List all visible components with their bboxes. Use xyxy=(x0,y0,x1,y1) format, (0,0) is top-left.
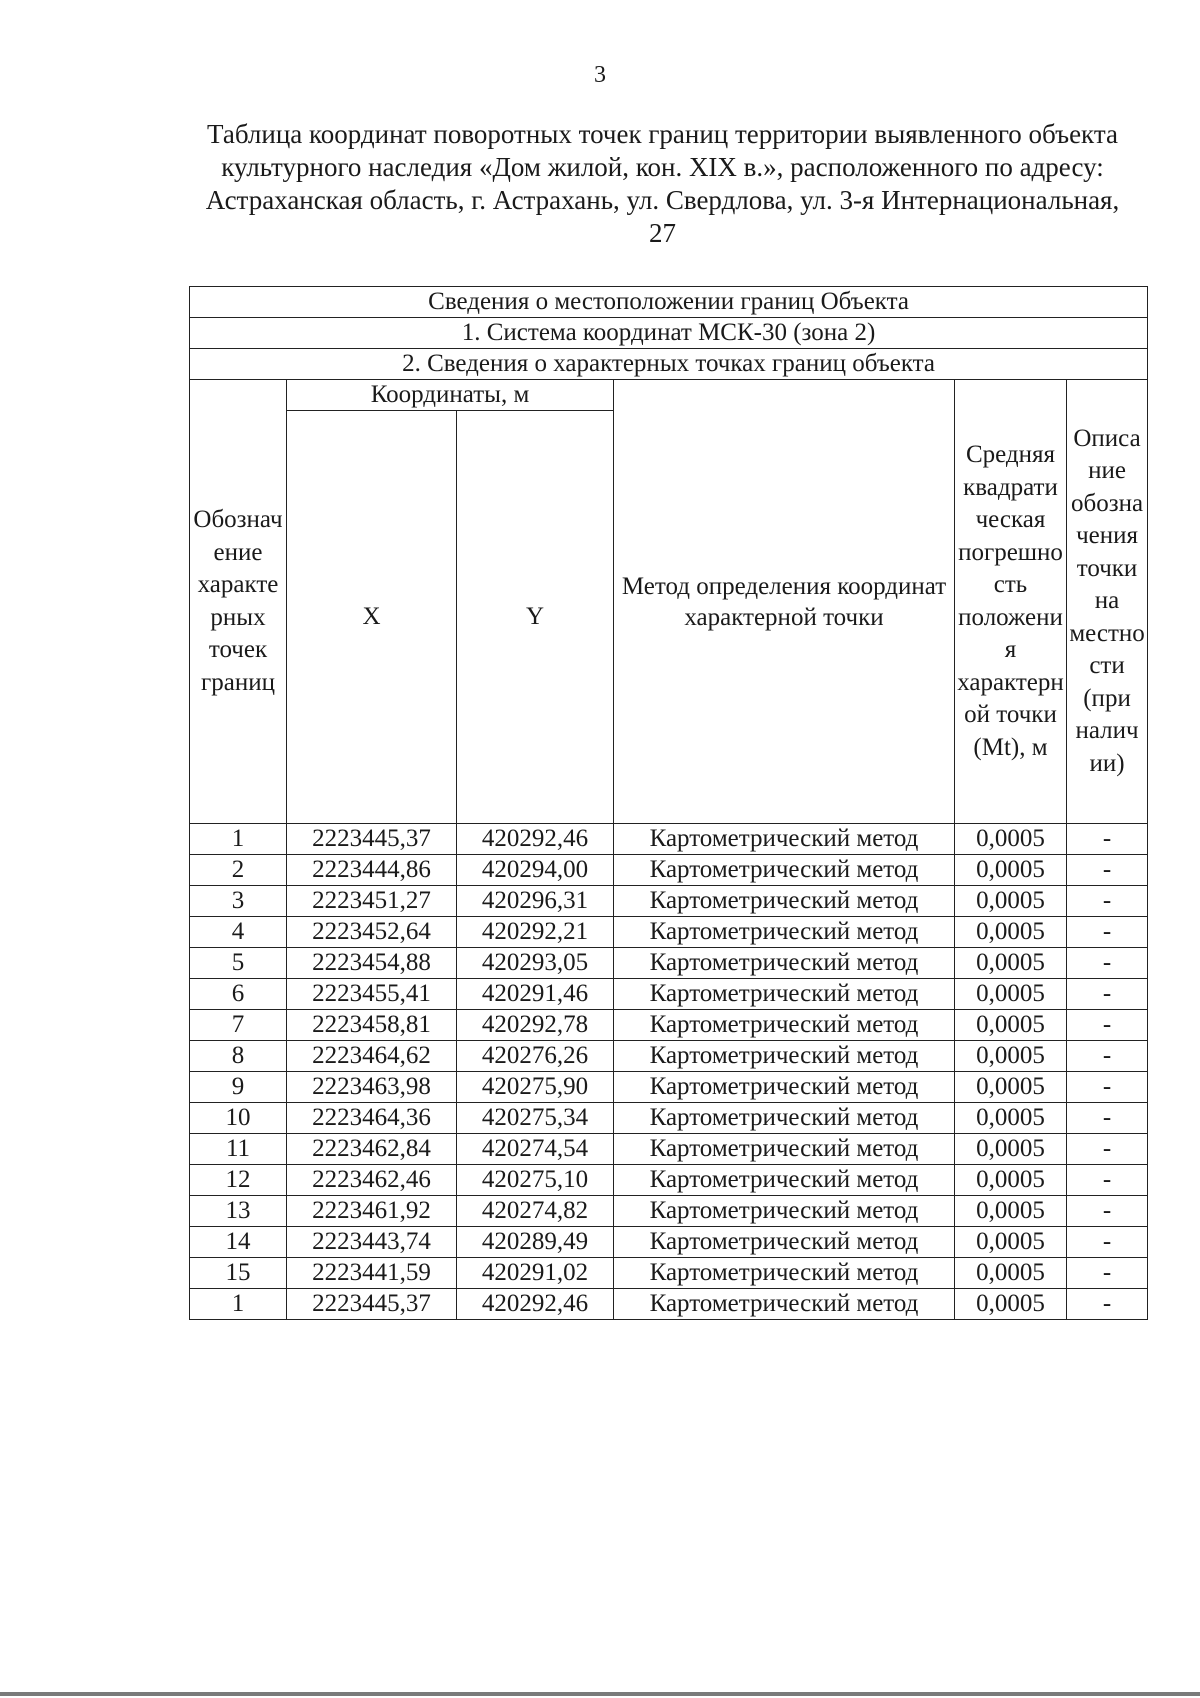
cell-description: - xyxy=(1067,1134,1148,1165)
cell-mean-error: 0,0005 xyxy=(955,1010,1067,1041)
cell-point-id: 5 xyxy=(190,948,287,979)
cell-x-coordinate: 2223443,74 xyxy=(287,1227,457,1258)
cell-description: - xyxy=(1067,1165,1148,1196)
cell-x-coordinate: 2223463,98 xyxy=(287,1072,457,1103)
table-row xyxy=(190,1134,1148,1165)
cell-method: Картометрический метод xyxy=(614,1103,955,1134)
col-error-header: Средняя квадратическая погрешность положения характерной точки (Mt), м xyxy=(955,380,1067,824)
cell-description: - xyxy=(1067,886,1148,917)
cell-point-id: 11 xyxy=(190,1134,287,1165)
cell-method: Картометрический метод xyxy=(614,1041,955,1072)
cell-point-id: 1 xyxy=(190,1289,287,1320)
cell-x-coordinate: 2223462,46 xyxy=(287,1165,457,1196)
col-coordinates-header: Координаты, м xyxy=(287,380,614,411)
cell-x-coordinate: 2223452,64 xyxy=(287,917,457,948)
document-title: Таблица координат поворотных точек границ территории выявленного объекта культурного наследия «Дом жилой, кон. XIX в.», расположенного по адресу: Астраханская область, г. Астрахань, ул. Свердлова, ул. 3-я Интернациональная, 27 xyxy=(205,119,1120,248)
cell-y-coordinate: 420275,34 xyxy=(457,1103,614,1134)
cell-point-id: 9 xyxy=(190,1072,287,1103)
table-row xyxy=(190,1165,1148,1196)
cell-y-coordinate: 420292,21 xyxy=(457,917,614,948)
cell-description: - xyxy=(1067,1196,1148,1227)
cell-y-coordinate: 420276,26 xyxy=(457,1041,614,1072)
cell-point-id: 6 xyxy=(190,979,287,1010)
cell-point-id: 15 xyxy=(190,1258,287,1289)
cell-point-id: 14 xyxy=(190,1227,287,1258)
cell-y-coordinate: 420293,05 xyxy=(457,948,614,979)
col-designation-header: Обозначение характерных точек границ xyxy=(190,380,287,824)
table-row xyxy=(190,1010,1148,1041)
cell-mean-error: 0,0005 xyxy=(955,1103,1067,1134)
cell-x-coordinate: 2223462,84 xyxy=(287,1134,457,1165)
cell-mean-error: 0,0005 xyxy=(955,886,1067,917)
cell-y-coordinate: 420294,00 xyxy=(457,855,614,886)
cell-point-id: 3 xyxy=(190,886,287,917)
cell-method: Картометрический метод xyxy=(614,979,955,1010)
table-row xyxy=(190,1258,1148,1289)
col-y-header: Y xyxy=(457,411,614,824)
cell-x-coordinate: 2223445,37 xyxy=(287,824,457,855)
cell-y-coordinate: 420289,49 xyxy=(457,1227,614,1258)
cell-point-id: 7 xyxy=(190,1010,287,1041)
cell-method: Картометрический метод xyxy=(614,917,955,948)
cell-description: - xyxy=(1067,1227,1148,1258)
cell-method: Картометрический метод xyxy=(614,824,955,855)
cell-method: Картометрический метод xyxy=(614,1289,955,1320)
cell-mean-error: 0,0005 xyxy=(955,1227,1067,1258)
table-row xyxy=(190,1227,1148,1258)
cell-description: - xyxy=(1067,1010,1148,1041)
cell-mean-error: 0,0005 xyxy=(955,855,1067,886)
cell-description: - xyxy=(1067,1072,1148,1103)
cell-x-coordinate: 2223461,92 xyxy=(287,1196,457,1227)
cell-x-coordinate: 2223451,27 xyxy=(287,886,457,917)
table-row xyxy=(190,886,1148,917)
points-info-heading: 2. Сведения о характерных точках границ объекта xyxy=(190,349,1148,380)
table-row xyxy=(190,1196,1148,1227)
cell-mean-error: 0,0005 xyxy=(955,1041,1067,1072)
cell-x-coordinate: 2223464,62 xyxy=(287,1041,457,1072)
cell-method: Картометрический метод xyxy=(614,1134,955,1165)
cell-method: Картометрический метод xyxy=(614,1227,955,1258)
cell-point-id: 13 xyxy=(190,1196,287,1227)
cell-x-coordinate: 2223464,36 xyxy=(287,1103,457,1134)
cell-method: Картометрический метод xyxy=(614,1165,955,1196)
cell-point-id: 10 xyxy=(190,1103,287,1134)
cell-method: Картометрический метод xyxy=(614,886,955,917)
cell-point-id: 1 xyxy=(190,824,287,855)
cell-description: - xyxy=(1067,979,1148,1010)
cell-method: Картометрический метод xyxy=(614,855,955,886)
cell-y-coordinate: 420275,90 xyxy=(457,1072,614,1103)
cell-mean-error: 0,0005 xyxy=(955,948,1067,979)
cell-y-coordinate: 420292,46 xyxy=(457,824,614,855)
cell-description: - xyxy=(1067,917,1148,948)
cell-description: - xyxy=(1067,1289,1148,1320)
cell-mean-error: 0,0005 xyxy=(955,1196,1067,1227)
cell-point-id: 12 xyxy=(190,1165,287,1196)
table-row xyxy=(190,824,1148,855)
cell-description: - xyxy=(1067,1041,1148,1072)
cell-mean-error: 0,0005 xyxy=(955,1134,1067,1165)
cell-mean-error: 0,0005 xyxy=(955,1258,1067,1289)
cell-mean-error: 0,0005 xyxy=(955,1165,1067,1196)
table-row xyxy=(190,1041,1148,1072)
cell-y-coordinate: 420274,54 xyxy=(457,1134,614,1165)
coordinates-table xyxy=(189,286,1148,1320)
cell-mean-error: 0,0005 xyxy=(955,917,1067,948)
cell-x-coordinate: 2223458,81 xyxy=(287,1010,457,1041)
cell-y-coordinate: 420292,46 xyxy=(457,1289,614,1320)
cell-y-coordinate: 420291,02 xyxy=(457,1258,614,1289)
cell-method: Картометрический метод xyxy=(614,948,955,979)
table-row xyxy=(190,1103,1148,1134)
cell-description: - xyxy=(1067,824,1148,855)
cell-x-coordinate: 2223455,41 xyxy=(287,979,457,1010)
cell-x-coordinate: 2223441,59 xyxy=(287,1258,457,1289)
table-heading: Сведения о местоположении границ Объекта xyxy=(190,287,1148,318)
cell-method: Картометрический метод xyxy=(614,1258,955,1289)
table-row xyxy=(190,948,1148,979)
cell-method: Картометрический метод xyxy=(614,1010,955,1041)
cell-x-coordinate: 2223445,37 xyxy=(287,1289,457,1320)
cell-description: - xyxy=(1067,1258,1148,1289)
cell-y-coordinate: 420275,10 xyxy=(457,1165,614,1196)
cell-y-coordinate: 420292,78 xyxy=(457,1010,614,1041)
table-row xyxy=(190,1072,1148,1103)
coordinate-system: 1. Система координат МСК-30 (зона 2) xyxy=(190,318,1148,349)
scan-edge-line xyxy=(0,1692,1200,1696)
page-number: 3 xyxy=(594,62,606,88)
table-row xyxy=(190,917,1148,948)
table-row xyxy=(190,979,1148,1010)
cell-mean-error: 0,0005 xyxy=(955,824,1067,855)
cell-x-coordinate: 2223454,88 xyxy=(287,948,457,979)
cell-description: - xyxy=(1067,948,1148,979)
col-x-header: X xyxy=(287,411,457,824)
cell-method: Картометрический метод xyxy=(614,1196,955,1227)
cell-y-coordinate: 420291,46 xyxy=(457,979,614,1010)
cell-point-id: 2 xyxy=(190,855,287,886)
table-row xyxy=(190,855,1148,886)
cell-description: - xyxy=(1067,855,1148,886)
cell-point-id: 8 xyxy=(190,1041,287,1072)
cell-method: Картометрический метод xyxy=(614,1072,955,1103)
cell-mean-error: 0,0005 xyxy=(955,979,1067,1010)
table-row xyxy=(190,1289,1148,1320)
cell-description: - xyxy=(1067,1103,1148,1134)
cell-x-coordinate: 2223444,86 xyxy=(287,855,457,886)
cell-y-coordinate: 420274,82 xyxy=(457,1196,614,1227)
cell-mean-error: 0,0005 xyxy=(955,1072,1067,1103)
cell-point-id: 4 xyxy=(190,917,287,948)
col-method-header: Метод определения координат характерной точки xyxy=(614,380,955,824)
col-description-header: Описание обозначения точки на местности (при наличии) xyxy=(1067,380,1148,824)
cell-y-coordinate: 420296,31 xyxy=(457,886,614,917)
cell-mean-error: 0,0005 xyxy=(955,1289,1067,1320)
